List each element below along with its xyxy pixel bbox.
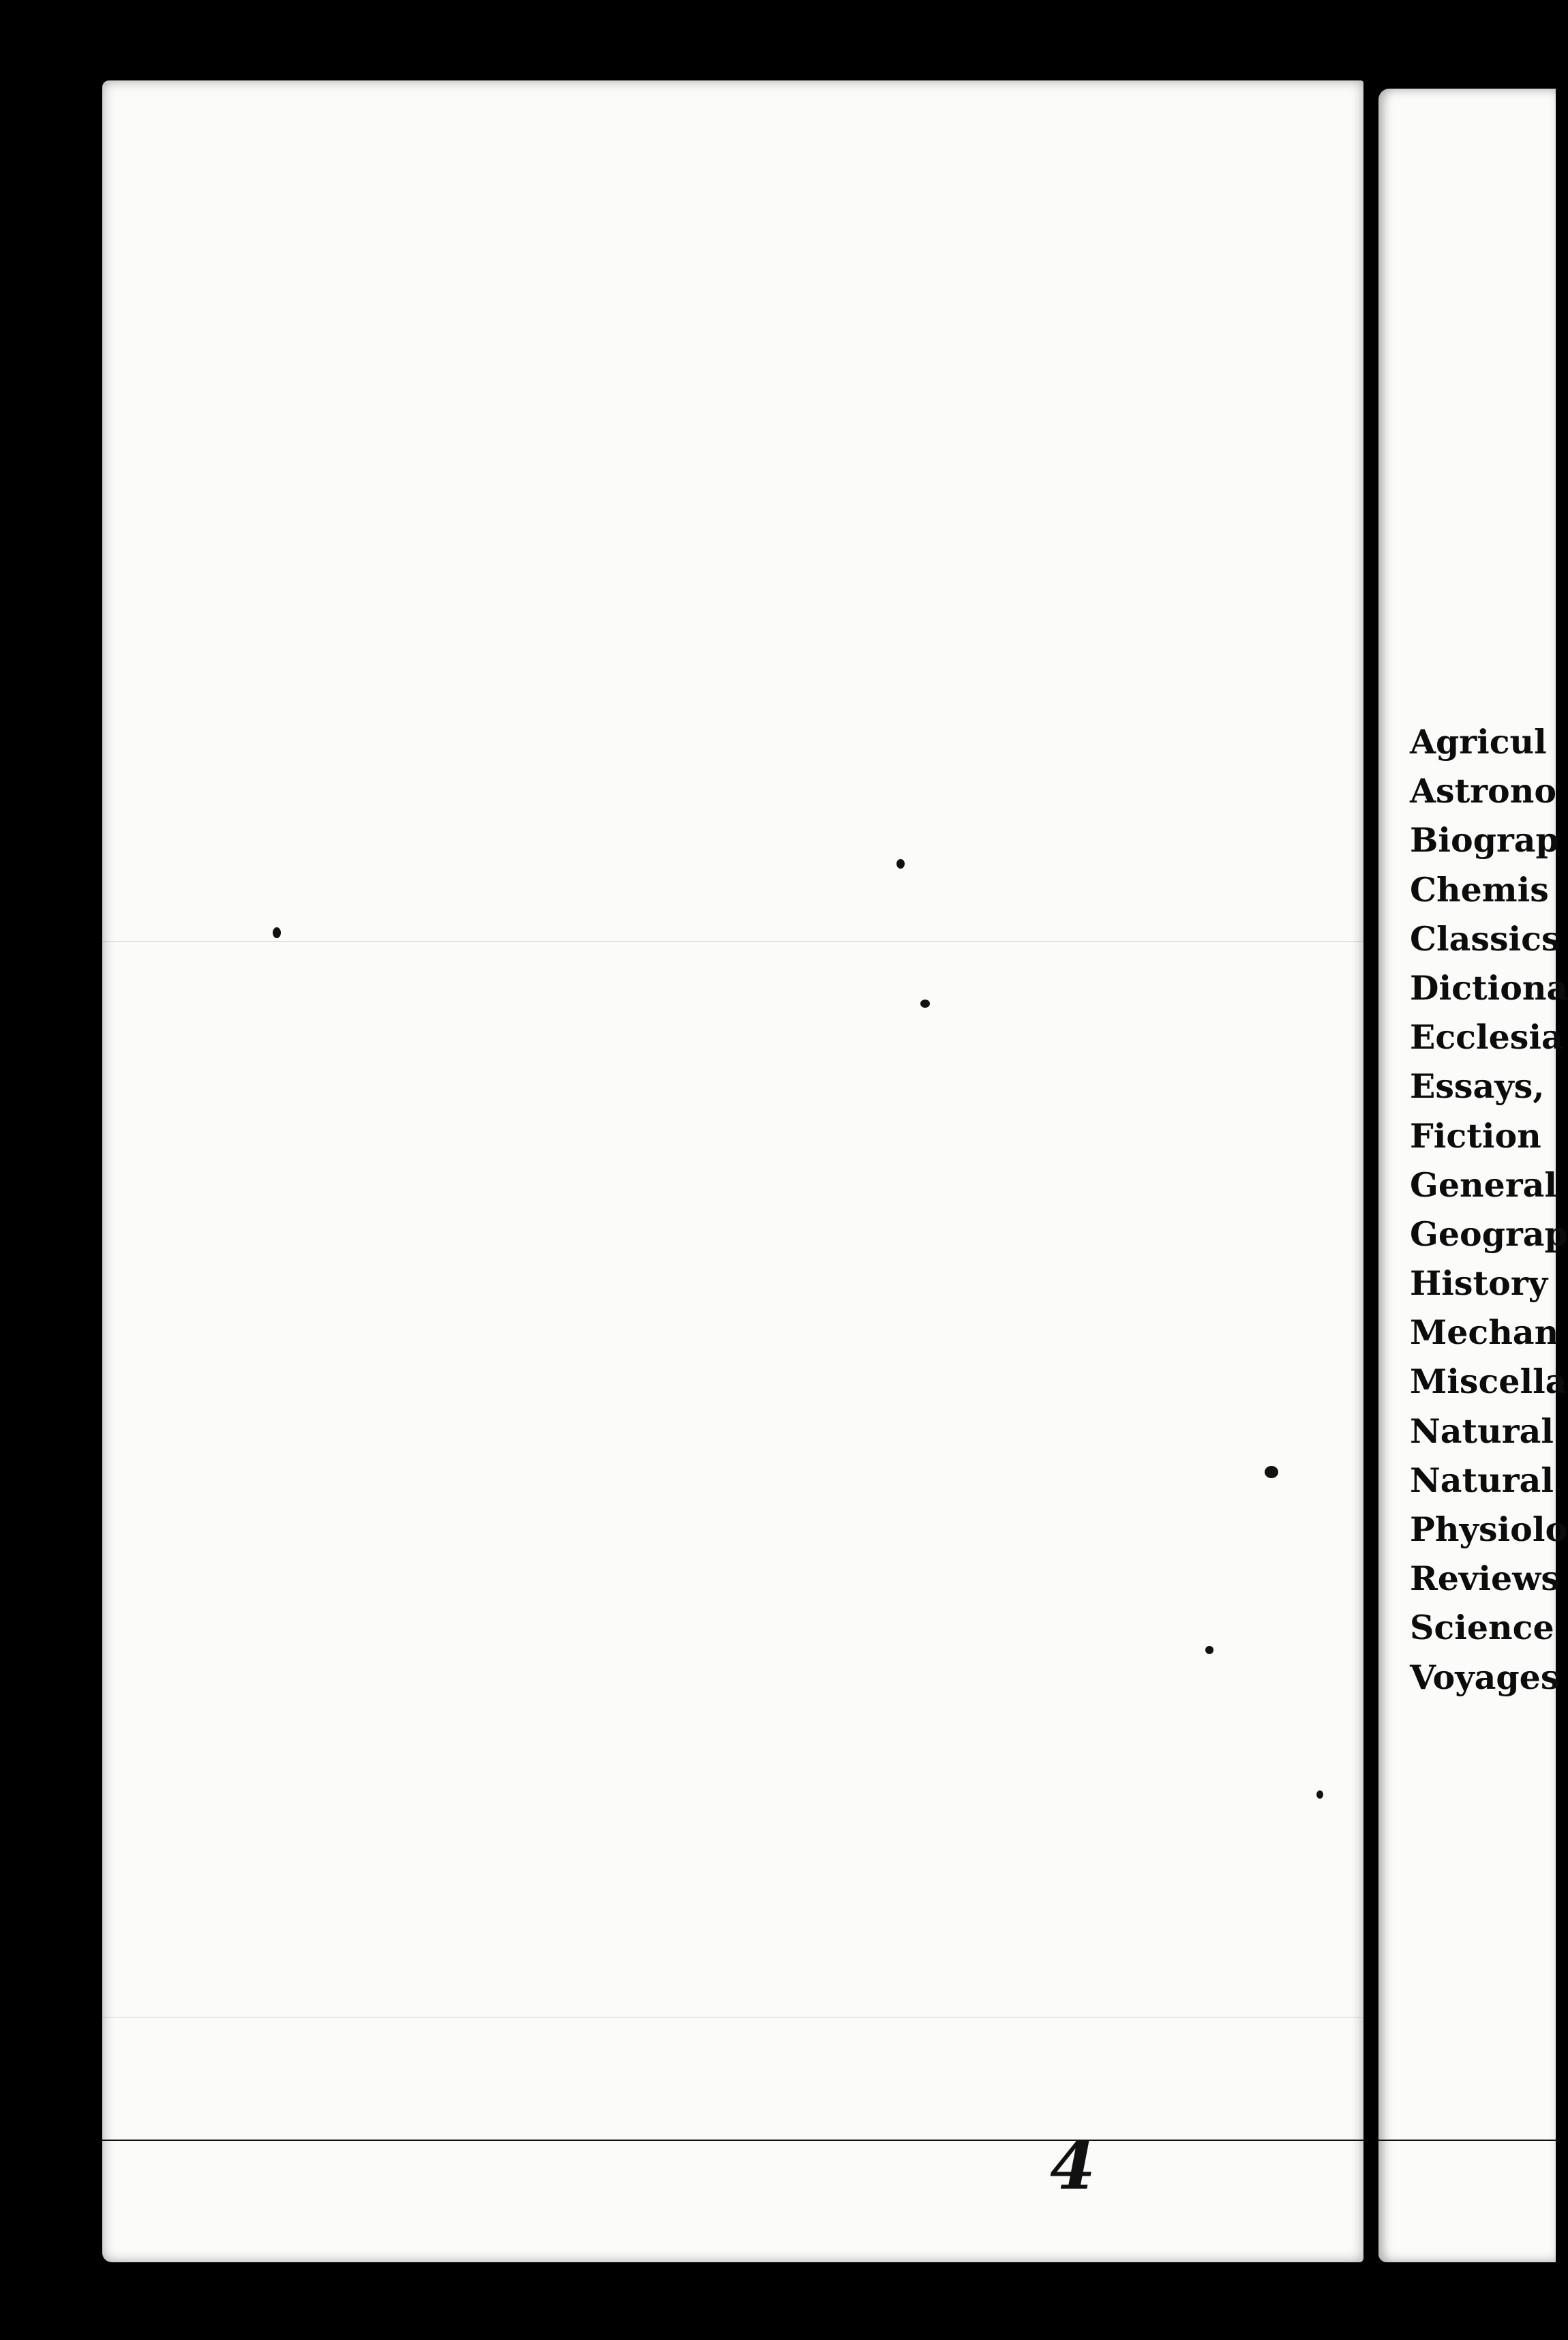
ink-speck xyxy=(1205,1646,1213,1654)
index-entry: Reviews xyxy=(1410,1559,1560,1599)
ink-speck xyxy=(1316,1790,1323,1799)
index-entry: Dictiona xyxy=(1410,967,1568,1008)
index-entry: Ecclesia xyxy=(1410,1017,1563,1058)
index-entry: Voyages xyxy=(1410,1657,1560,1697)
ink-speck xyxy=(1265,1466,1278,1478)
index-entry: Geograp xyxy=(1410,1214,1568,1254)
index-entry: Natural xyxy=(1410,1460,1554,1500)
faint-fold-line xyxy=(102,941,1363,942)
bottom-rule-right xyxy=(1378,2140,1556,2141)
ink-speck xyxy=(920,1000,930,1008)
index-entry: Miscella xyxy=(1410,1362,1567,1402)
index-entry: Biograp xyxy=(1410,820,1559,860)
index-entry: Chemis xyxy=(1410,869,1549,910)
ink-speck xyxy=(896,859,905,869)
index-entry: Fiction xyxy=(1410,1115,1541,1156)
index-entry: Natural xyxy=(1410,1411,1554,1451)
index-entry: History xyxy=(1410,1263,1548,1304)
index-entry: Essays, xyxy=(1410,1066,1545,1107)
bottom-rule xyxy=(102,2140,1363,2141)
left-page-blank xyxy=(102,80,1363,2262)
index-entry: Science xyxy=(1410,1608,1554,1648)
index-entry: Agricul xyxy=(1410,722,1547,762)
index-entry: General xyxy=(1410,1165,1558,1205)
index-entry: Mechan xyxy=(1410,1312,1559,1353)
index-entry: Astrono xyxy=(1410,771,1557,811)
subject-index-list xyxy=(1410,717,1568,1702)
index-entry: Physiolo xyxy=(1410,1510,1568,1549)
page-mark: 4 xyxy=(1050,2127,1096,2204)
index-entry: Classics xyxy=(1410,918,1561,959)
ink-speck xyxy=(273,927,281,938)
